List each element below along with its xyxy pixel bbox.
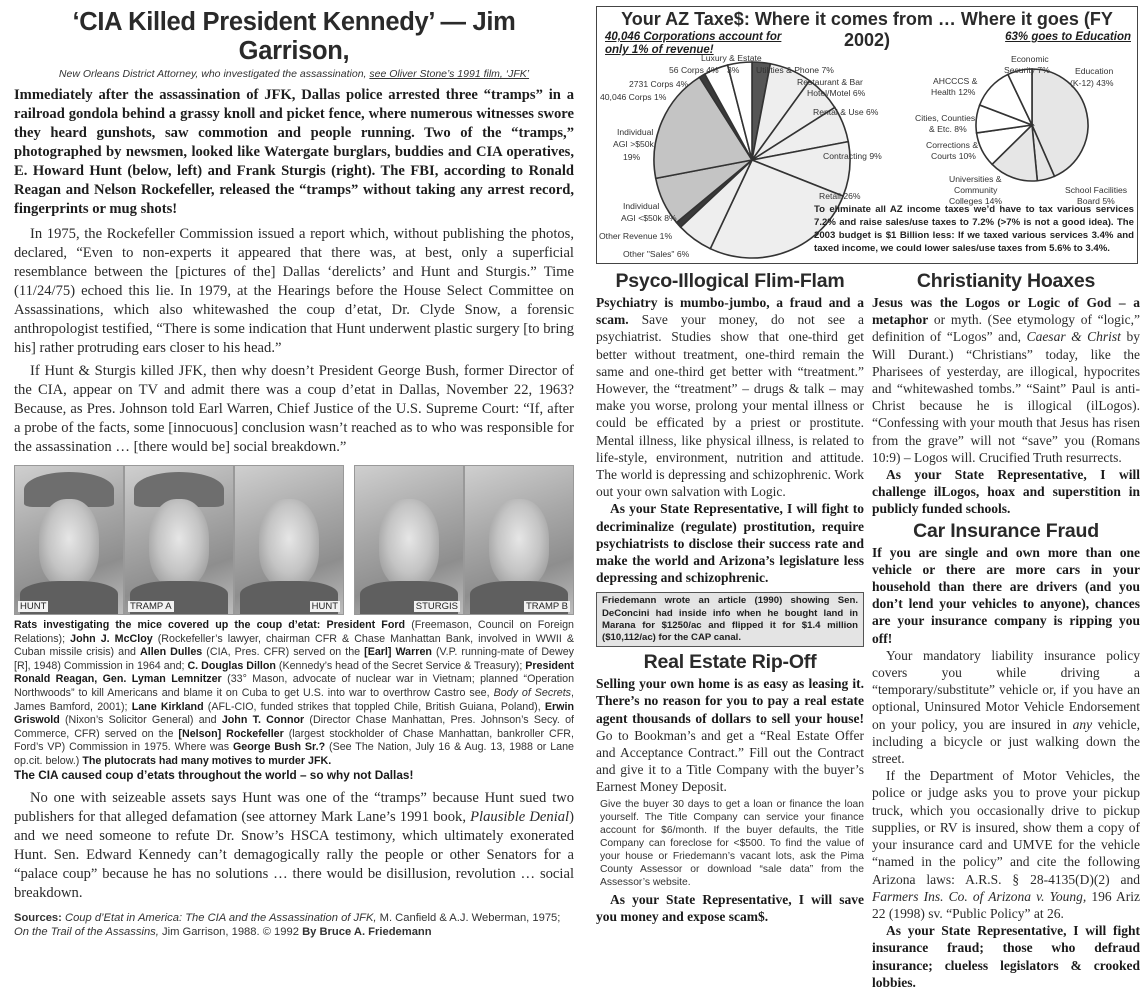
pie-label: Other "Sales" 6% bbox=[623, 249, 690, 259]
film-reference: see Oliver Stone’s 1991 film, ‘JFK’ bbox=[369, 68, 530, 80]
carins-lead: If you are single and own more than one vehicle or there are more cars in your household than there are drivers (and you don’t lend your vehicles to anyone), chances are your insurance company is ripping you off! bbox=[872, 544, 1140, 646]
pie-label: Courts 10% bbox=[931, 151, 976, 161]
photo-tramp-a bbox=[124, 465, 234, 615]
photo-caption: Rats investigating the mice covered up the coup d’etat: President Ford (Freemason, Council on Foreign Relations); John J. McCloy (Rockefeller’s lawyer, chairman CFR & Chase Manhattan Bank, involved in WWII & Cuban missile crisis) and Allen Dulles (CIA, Pres. CFR) served on the [Earl] Warren (V.P. running-mate of Dewey [R], 1948) Commission in 1964 and; C. Douglas Dillon (Kennedy’s head of the Secret Service & Treasury); President Ronald Reagan, Gen. Lyman Lemnitzer (33° Mason, advocate of nuclear war in Vietnam; planned “Operation Northwoods” to kill Americans and blame it on Cuba to get U.S. into war to overthrow Castro see, Body of Secrets, James Bamford, 2001); Lane Kirkland (AFL-CIO, funded strikes that toppled Chile, British Guiana, Poland), Erwin Griswold (Nixon’s Solicitor General) and John T. Connor (Director Chase Manhattan, Pres. Johnson’s Secy. of Commerce, CFR) served on the [Nelson] Rockefeller (largest stockholder of Chase Manhattan, bankroller CFR, Ford’s VP) Commission in 1975. Where was George Bush Sr.? (See The Nation, July 16 & Aug. 13, 1988 or Lane op.cit. below.) The plutocrats had many motives to murder JFK. The CIA caused coup d’etats throughout the world – so why not Dallas! bbox=[14, 619, 575, 782]
byline: By Bruce A. Friedemann bbox=[302, 926, 432, 939]
jfk-article bbox=[14, 0, 574, 939]
pie-label: Education bbox=[1075, 66, 1114, 76]
photo-strip bbox=[14, 465, 574, 615]
pie-label: & Etc. 8% bbox=[929, 124, 967, 134]
pie-label: Rental & Use 6% bbox=[813, 107, 879, 117]
lead-paragraph: Immediately after the assassination of JFK, Dallas police arrested three “tramps” in a railroad gondola behind a grassy knoll and picket fence, where numerous witnesses swore they heard gunshots, saw commotion and people running. Two of the “tramps,” photographed by newsmen, looked like Watergate burglars, buddies and CIA operatives, E. Howard Hunt (below, left) and Frank Sturgis (right). The FBI, according to Ronald Reagan and Nelson Rockefeller, released the “tramps” without taking any arrest record, fingerprints or mug shots! bbox=[14, 87, 574, 217]
photo-label: HUNT bbox=[20, 601, 47, 612]
photo-tramp-b bbox=[464, 465, 574, 615]
photo-label: TRAMP B bbox=[525, 601, 568, 612]
pie-label: 40,046 Corps 1% bbox=[600, 92, 667, 102]
photo-label: TRAMP A bbox=[130, 601, 172, 612]
revenue-subtitle: 40,046 Corporations account for only 1% of revenue! bbox=[605, 31, 782, 56]
tax-chart-title: Your AZ Taxe$: Where it comes from … Where it goes (FY 2002) bbox=[621, 9, 1113, 50]
realestate-body: Selling your own home is as easy as leasing it. There’s no reason for you to pay a real estate agent thousands of dollars to sell your house! Go to Bookman’s and get a “Real Estate Offer and Acceptance Contract.” Fill out the Contract and give it to a Title Company with the buyer’s Earnest Money Deposit. bbox=[596, 676, 864, 795]
pie-label: Hotel/Motel 6% bbox=[807, 88, 866, 98]
pie-label: Security 7% bbox=[1004, 65, 1050, 75]
pie-label: 3% bbox=[727, 65, 740, 75]
pie-label: Cities, Counties bbox=[915, 113, 976, 123]
body-paragraph: No one with seizeable assets says Hunt was one of the “tramps” because Hunt sued two publishers for that alleged defamation (see attorney Mark Lane’s 1991 book, Plausible Denial) and we need someone to refute Dr. Snow’s HSCA testimony, which ultimately exonerated Hunt. Sen. Edward Kennedy can’t demagogically rally the people or other Senators for a “palace coup” because he has no solutions … there would be disillusion, revolution … social breakdown. bbox=[14, 790, 574, 902]
article-subhead: New Orleans District Attorney, who investigated the assassination, see Oliver Stone’s 1991 film, ‘JFK’ bbox=[58, 68, 530, 80]
column-left bbox=[596, 268, 864, 991]
photo-hunt-2 bbox=[234, 465, 344, 615]
pie-label: Utilities & Phone 7% bbox=[756, 65, 834, 75]
photo-sturgis bbox=[354, 465, 464, 615]
sources-note: Sources: Coup d’Etat in America: The CIA and the Assassination of JFK, M. Canfield & A.J. Weberman, 1975; On the Trail of the Assassins, Jim Garrison, 1988. © 1992 By Bruce A. Friedemann bbox=[14, 912, 561, 939]
pie-label: School Facilities bbox=[1065, 185, 1128, 195]
right-column bbox=[596, 0, 1141, 991]
pie-label: Community bbox=[954, 185, 998, 195]
article-headline: ‘CIA Killed President Kennedy’ — Jim Garrison, bbox=[72, 8, 516, 65]
deconcini-note: Friedemann wrote an article (1990) showing Sen. DeConcini had inside info when he bought land in Marana for $1250/ac and flipped it for $1.4 million ($10,112/ac) for the CAP canal. bbox=[596, 592, 864, 647]
carins-heading: Car Insurance Fraud bbox=[913, 519, 1099, 542]
realestate-heading: Real Estate Rip-Off bbox=[643, 651, 817, 674]
pie-label: Board 5% bbox=[1077, 196, 1115, 206]
body-paragraph: If Hunt & Sturgis killed JFK, then why doesn’t President George Bush, former Director of the CIA, appear on TV and admit there was a coup d’etat in Dallas, November 22, 1963? Because, as Pres. Johnson told Earl Warren, Chief Justice of the U.S. Supreme Court: “If, after a probe of the facts, some [innocuous] conclusion wasn’t reached as to who was responsible for the assassination … [there would be] social breakdown.” bbox=[14, 363, 574, 455]
photo-hunt-1 bbox=[14, 465, 124, 615]
pie-label: 56 Corps 4% bbox=[669, 65, 719, 75]
article-columns bbox=[596, 268, 1141, 991]
psyco-heading: Psyco-Illogical Flim-Flam bbox=[615, 270, 845, 292]
christianity-pledge: As your State Representative, I will challenge ilLogos, hoax and superstition in publicly funded schools. bbox=[872, 467, 1140, 517]
pie-label: Individual bbox=[623, 201, 660, 211]
pie-label: Health 12% bbox=[931, 87, 976, 97]
pie-label: 2731 Corps 4% bbox=[629, 79, 689, 89]
pie-label: Retail 26% bbox=[819, 191, 861, 201]
photo-label: HUNT bbox=[311, 601, 338, 612]
pie-label: Corrections & bbox=[926, 140, 979, 150]
spending-subtitle: 63% goes to Education bbox=[1005, 31, 1131, 43]
pie-label: AGI >$50k bbox=[613, 139, 654, 149]
pie-label: Individual bbox=[617, 127, 654, 137]
pie-label: (K-12) 43% bbox=[1070, 78, 1114, 88]
pie-label: Economic bbox=[1011, 54, 1049, 64]
realestate-details: Give the buyer 30 days to get a loan or finance the loan yourself. The Title Company can service your finance account for $6/month. If the buyer defaults, the Title Company can foreclose for <$500. To find the value of your house or Friedemann’s vacant lots, ask the Pima County Assessor or download “sale data” from the Assessor’s website. bbox=[600, 798, 864, 888]
carins-body: If the Department of Motor Vehicles, the police or judge asks you to prove your pickup truck, which you occasionally drive to pickup supplies, or RV is insured, show them a copy of your insurance card and UMVE for the vehicle “named in the policy” and cite the following Arizona laws: A.R.S. § 28-4135(D)(2) and Farmers Ins. Co. of Arizona v. Young, 196 Ariz 22 (1998) sv. “Public Policy” at 26. bbox=[872, 768, 1140, 921]
pie-label: 19% bbox=[623, 152, 641, 162]
psyco-body: Psychiatry is mumbo-jumbo, a fraud and a scam. Save your money, do not see a psychiatrist. Studies show that one-third get better without treatment, one-third remain the same and one-third get better with “treatment.” However, the “treatment” – drugs & talk – may make you worse, prolong your mental illness or could be efficated by a priest or prostitute. Mental illness, like physical illness, is related to life-style, environment, nutrition and attitude. The world is depressing and schizophrenic. Work out your own salvation with Logic. bbox=[596, 295, 864, 500]
pie-label: Contracting 9% bbox=[823, 151, 882, 161]
christianity-heading: Christianity Hoaxes bbox=[916, 270, 1096, 292]
pie-label: Colleges 14% bbox=[949, 196, 1003, 206]
pie-label: Restaurant & Bar bbox=[797, 77, 863, 87]
pie-label: Other Revenue 1% bbox=[599, 231, 673, 241]
tax-chart-box bbox=[596, 6, 1138, 264]
tax-note: To eliminate all AZ income taxes we’d have to tax various services 7.2% and raise sales/use taxes to 7.2% (>7% is not a good idea). The 2003 budget is $1 Billion less: If we taxed various services 3.4% and taxed income, we could lower sales/use taxes from 5.6% to 3.4%. bbox=[814, 204, 1134, 254]
pie-label: AHCCCS & bbox=[933, 76, 978, 86]
pie-label: AGI <$50k 8% bbox=[621, 213, 677, 223]
pie-label: Luxury & Estate bbox=[701, 53, 762, 63]
christianity-body: Jesus was the Logos or Logic of God – a metaphor or myth. (See etymology of “logic,” definition of “Logos” and, Caesar & Christ by Will Durant.) “Christians” today, like the Pharisees of yesterday, are illogical, hypocrites and “whitewashed tombs.” “Saint” Paul is anti-Christ because he is illogical (ilLogos). “Confessing with your mouth that Jesus has risen from the grave” will not “save” you (Romans 10:9) – Logos will. Crucified Truth resurrects. bbox=[872, 295, 1140, 465]
pie-label: Universities & bbox=[949, 174, 1002, 184]
psyco-pledge: As your State Representative, I will fight to decriminalize (regulate) prostitution, require psychiatrists to disclose their success rate and make the world and Arizona’s legislature less depressing and schizophrenic. bbox=[596, 501, 864, 586]
column-right bbox=[872, 268, 1140, 991]
body-paragraph: In 1975, the Rockefeller Commission issued a report which, without publishing the photos, declared, “Even to non-experts it appeared that there was, at best, only a superficial resemblance between the [pictures of the] Dallas ‘derelicts’ and Hunt and Sturgis.” Time (11/24/75) echoed this lie. In 1979, at the Hearings before the House Select Committee on Assassinations, which also whitewashed the coup d’etat, Dr. Clyde Snow, a forensic anthropologist testified, “There is some indication that Hunt underwent plastic surgery [to bring his] rather protruding ears closer to his head.” bbox=[14, 226, 574, 356]
carins-pledge: As your State Representative, I will fight insurance fraud; those who defraud insurance; clueless legislators & crooked lobbies. bbox=[872, 923, 1140, 990]
carins-body: Your mandatory liability insurance policy covers you while driving a “temporary/substitute” vehicle or, if you have an optional, Uninsured Motor Vehicle Endorsement on your policy, you are insured in any vehicle, including a bicycle or just walking down the street. bbox=[872, 647, 1140, 767]
photo-label: STURGIS bbox=[415, 601, 458, 612]
realestate-pledge: As your State Representative, I will save you money and expose scam$. bbox=[596, 891, 864, 924]
